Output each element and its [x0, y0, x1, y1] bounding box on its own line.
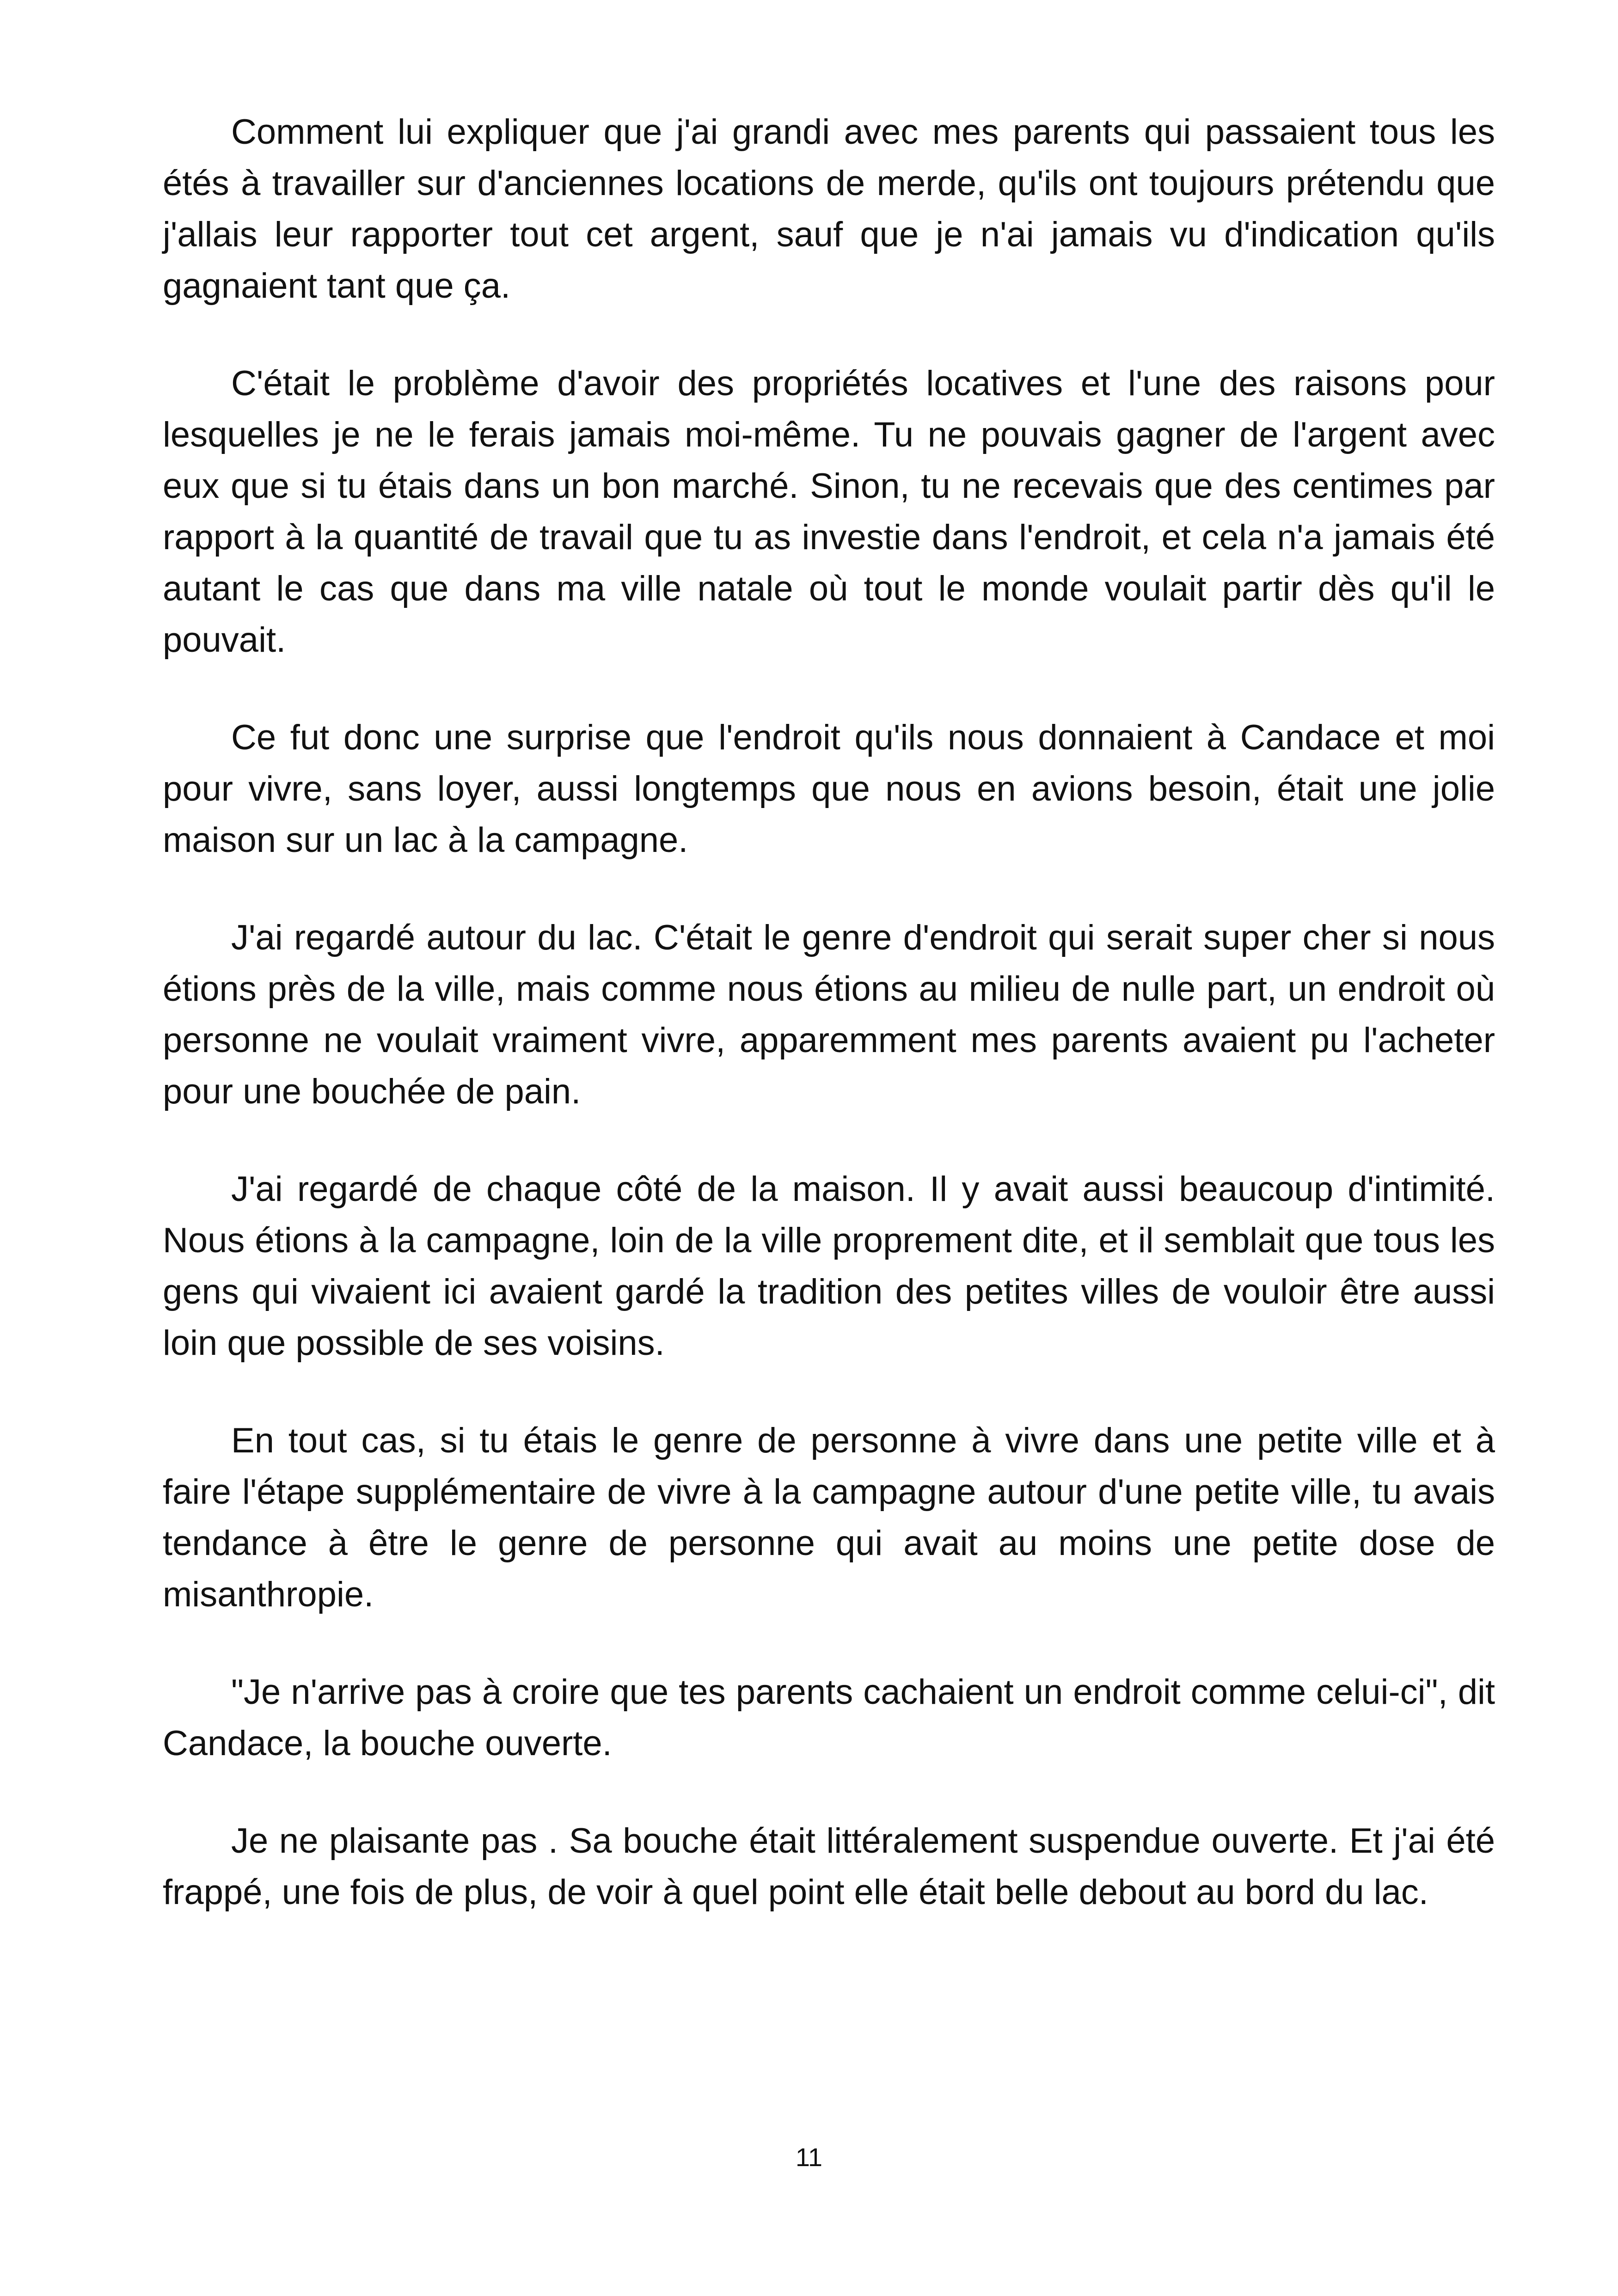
paragraph: "Je n'arrive pas à croire que tes parents cachaient un endroit comme celui-ci", dit Candace, la bouche ouverte. [163, 1672, 1495, 1763]
paragraph: J'ai regardé autour du lac. C'était le genre d'endroit qui serait super cher si nous étions près de la ville, mais comme nous étions au milieu de nulle part, un endroit où personne ne voulait vraiment vivre, apparemment mes parents avaient pu l'acheter pour une bouchée de pain. [163, 918, 1495, 1111]
paragraph: Comment lui expliquer que j'ai grandi avec mes parents qui passaient tous les étés à travailler sur d'anciennes locations de merde, qu'ils ont toujours prétendu que j'allais leur rapporter tout cet argent, sauf que je n'ai jamais vu d'indication qu'ils gagnaient tant que ça. [163, 112, 1495, 306]
paragraph: C'était le problème d'avoir des propriétés locatives et l'une des raisons pour lesquelles je ne le ferais jamais moi-même. Tu ne pouvais gagner de l'argent avec eux que si tu étais dans un bon marché. Sinon, tu ne recevais que des centimes par rapport à la quantité de travail que tu as investie dans l'endroit, et cela n'a jamais été autant le cas que dans ma ville natale où tout le monde voulait partir dès qu'il le pouvait. [163, 364, 1495, 660]
paragraph: J'ai regardé de chaque côté de la maison. Il y avait aussi beaucoup d'intimité. Nous étions à la campagne, loin de la ville proprement dite, et il semblait que tous les gens qui vivaient ici avaient gardé la tradition des petites villes de vouloir être aussi loin que possible de ses voisins. [163, 1169, 1495, 1363]
body-text [163, 106, 1495, 1964]
paragraph: Je ne plaisante pas . Sa bouche était littéralement suspendue ouverte. Et j'ai été frappé, une fois de plus, de voir à quel point elle était belle debout au bord du lac. [163, 1821, 1495, 1912]
paragraph: En tout cas, si tu étais le genre de personne à vivre dans une petite ville et à faire l'étape supplémentaire de vivre à la campagne autour d'une petite ville, tu avais tendance à être le genre de personne qui avait au moins une petite dose de misanthropie. [163, 1421, 1495, 1614]
page-number: 11 [795, 2143, 823, 2172]
paragraph: Ce fut donc une surprise que l'endroit qu'ils nous donnaient à Candace et moi pour vivre, sans loyer, aussi longtemps que nous en avions besoin, était une jolie maison sur un lac à la campagne. [163, 718, 1495, 860]
